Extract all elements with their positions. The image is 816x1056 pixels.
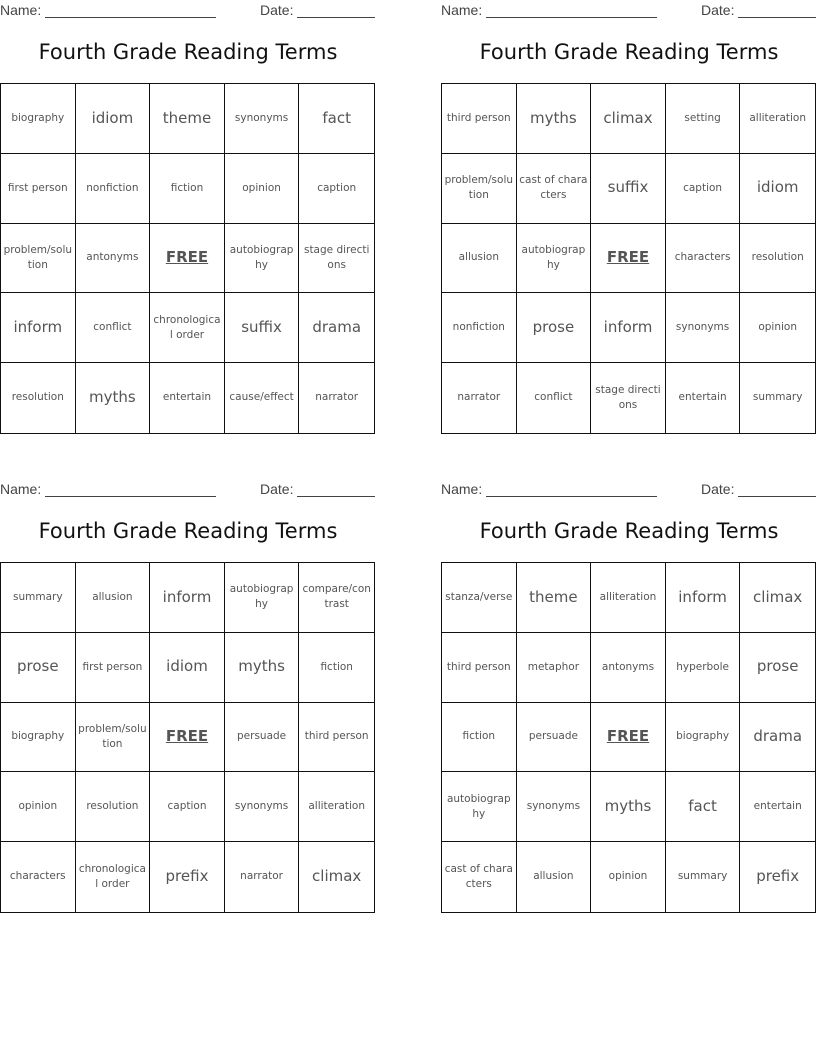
free-space-cell: FREE <box>591 224 666 294</box>
bingo-cell: drama <box>740 703 815 773</box>
bingo-cell: antonyms <box>76 224 151 294</box>
bingo-cell: synonyms <box>517 772 592 842</box>
bingo-cell: narrator <box>225 842 300 912</box>
name-date-row <box>441 2 816 20</box>
name-label: Name: <box>0 2 42 18</box>
name-label: Name: <box>441 2 483 18</box>
bingo-cell: prose <box>740 633 815 703</box>
bingo-cell: persuade <box>225 703 300 773</box>
bingo-cell: allusion <box>517 842 592 912</box>
bingo-cell: first person <box>76 633 151 703</box>
bingo-cell: autobiography <box>517 224 592 294</box>
bingo-cell: prose <box>1 633 76 703</box>
date-line <box>738 17 816 18</box>
bingo-cell: synonyms <box>225 772 300 842</box>
name-date-row <box>441 481 816 499</box>
bingo-cell: myths <box>225 633 300 703</box>
bingo-cell: third person <box>299 703 374 773</box>
bingo-cell: synonyms <box>225 84 300 154</box>
bingo-cell: alliteration <box>740 84 815 154</box>
bingo-card-1 <box>0 0 376 434</box>
free-space-cell: FREE <box>150 703 225 773</box>
bingo-cell: caption <box>299 154 374 224</box>
bingo-cell: fiction <box>150 154 225 224</box>
bingo-cell: first person <box>1 154 76 224</box>
bingo-cell: characters <box>666 224 741 294</box>
bingo-cell: autobiography <box>225 563 300 633</box>
bingo-cell: stanza/verse <box>442 563 517 633</box>
bingo-cell: cast of characters <box>517 154 592 224</box>
name-line <box>45 17 216 18</box>
bingo-cell: caption <box>666 154 741 224</box>
bingo-cell: alliteration <box>299 772 374 842</box>
bingo-cell: allusion <box>76 563 151 633</box>
bingo-cell: inform <box>591 293 666 363</box>
name-date-row <box>0 2 376 20</box>
bingo-cell: fiction <box>299 633 374 703</box>
bingo-cell: suffix <box>225 293 300 363</box>
bingo-cell: cause/effect <box>225 363 300 433</box>
date-label: Date: <box>701 2 735 18</box>
bingo-cell: hyperbole <box>666 633 741 703</box>
bingo-grid <box>0 83 375 434</box>
bingo-cell: allusion <box>442 224 517 294</box>
bingo-cell: idiom <box>76 84 151 154</box>
bingo-cell: opinion <box>591 842 666 912</box>
bingo-cell: antonyms <box>591 633 666 703</box>
bingo-cell: myths <box>76 363 151 433</box>
card-title: Fourth Grade Reading Terms <box>38 40 338 64</box>
bingo-cell: theme <box>517 563 592 633</box>
bingo-cell: climax <box>591 84 666 154</box>
bingo-cell: opinion <box>1 772 76 842</box>
bingo-cell: nonfiction <box>442 293 517 363</box>
name-label: Name: <box>441 481 483 497</box>
bingo-cell: summary <box>1 563 76 633</box>
bingo-cell: narrator <box>315 391 359 404</box>
bingo-cell: prefix <box>756 867 800 886</box>
bingo-cell: nonfiction <box>76 154 151 224</box>
bingo-cell: narrator <box>442 363 517 433</box>
name-line <box>45 496 216 497</box>
bingo-cell: myths <box>517 84 592 154</box>
bingo-cell: autobiography <box>225 224 300 294</box>
bingo-cell: entertain <box>666 363 741 433</box>
bingo-cell: entertain <box>150 363 225 433</box>
bingo-cell: problem/solution <box>1 224 76 294</box>
bingo-cell: resolution <box>740 224 815 294</box>
bingo-cell: opinion <box>225 154 300 224</box>
bingo-cell: problem/solution <box>76 703 151 773</box>
bingo-grid <box>0 562 375 913</box>
bingo-cell: suffix <box>591 154 666 224</box>
bingo-cell: characters <box>1 842 76 912</box>
bingo-cell: conflict <box>76 293 151 363</box>
name-line <box>486 496 657 497</box>
bingo-card-3 <box>0 479 376 913</box>
bingo-cell: biography <box>666 703 741 773</box>
bingo-cell: opinion <box>740 293 815 363</box>
date-label: Date: <box>260 2 294 18</box>
bingo-cell: cast of characters <box>442 842 517 912</box>
bingo-cell: stage directions <box>299 224 374 294</box>
bingo-cell: biography <box>1 84 76 154</box>
bingo-cell: prose <box>517 293 592 363</box>
bingo-cell: inform <box>150 563 225 633</box>
name-date-row <box>0 481 376 499</box>
bingo-cell: stage directions <box>591 363 666 433</box>
bingo-cell: third person <box>442 633 517 703</box>
date-line <box>297 17 375 18</box>
bingo-cell: synonyms <box>666 293 741 363</box>
name-label: Name: <box>0 481 42 497</box>
bingo-cell: chronological order <box>150 293 225 363</box>
bingo-grid <box>441 83 816 434</box>
bingo-cell: prefix <box>150 842 225 912</box>
date-label: Date: <box>260 481 294 497</box>
bingo-card-4 <box>441 479 816 913</box>
bingo-cell: inform <box>1 293 76 363</box>
bingo-cell: drama <box>299 293 374 363</box>
bingo-cell: summary <box>666 842 741 912</box>
bingo-cell: autobiography <box>442 772 517 842</box>
date-label: Date: <box>701 481 735 497</box>
bingo-cell: theme <box>150 84 225 154</box>
date-line <box>297 496 375 497</box>
bingo-cell: idiom <box>740 154 815 224</box>
bingo-cell: resolution <box>1 363 76 433</box>
bingo-cell: metaphor <box>517 633 592 703</box>
bingo-cell: compare/contrast <box>299 563 374 633</box>
bingo-cell: conflict <box>517 363 592 433</box>
free-space-cell: FREE <box>591 703 666 773</box>
bingo-cell: fiction <box>442 703 517 773</box>
bingo-cell: problem/solution <box>442 154 517 224</box>
bingo-cell: entertain <box>740 772 815 842</box>
bingo-cell: climax <box>312 867 362 886</box>
card-title: Fourth Grade Reading Terms <box>479 40 779 64</box>
bingo-cell: third person <box>442 84 517 154</box>
bingo-cell: idiom <box>150 633 225 703</box>
date-line <box>738 496 816 497</box>
card-title: Fourth Grade Reading Terms <box>38 519 338 543</box>
name-line <box>486 17 657 18</box>
bingo-cell: myths <box>591 772 666 842</box>
bingo-cell: summary <box>752 391 803 404</box>
bingo-grid <box>441 562 816 913</box>
bingo-cell: climax <box>740 563 815 633</box>
bingo-cell: chronological order <box>76 842 151 912</box>
free-space-cell: FREE <box>150 224 225 294</box>
bingo-cell: alliteration <box>591 563 666 633</box>
bingo-card-2 <box>441 0 816 434</box>
bingo-cell: fact <box>666 772 741 842</box>
bingo-cell: resolution <box>76 772 151 842</box>
bingo-cell: caption <box>150 772 225 842</box>
bingo-cell: setting <box>666 84 741 154</box>
bingo-cell: inform <box>666 563 741 633</box>
bingo-cell: fact <box>299 84 374 154</box>
card-title: Fourth Grade Reading Terms <box>479 519 779 543</box>
bingo-cell: persuade <box>517 703 592 773</box>
bingo-cell: biography <box>1 703 76 773</box>
